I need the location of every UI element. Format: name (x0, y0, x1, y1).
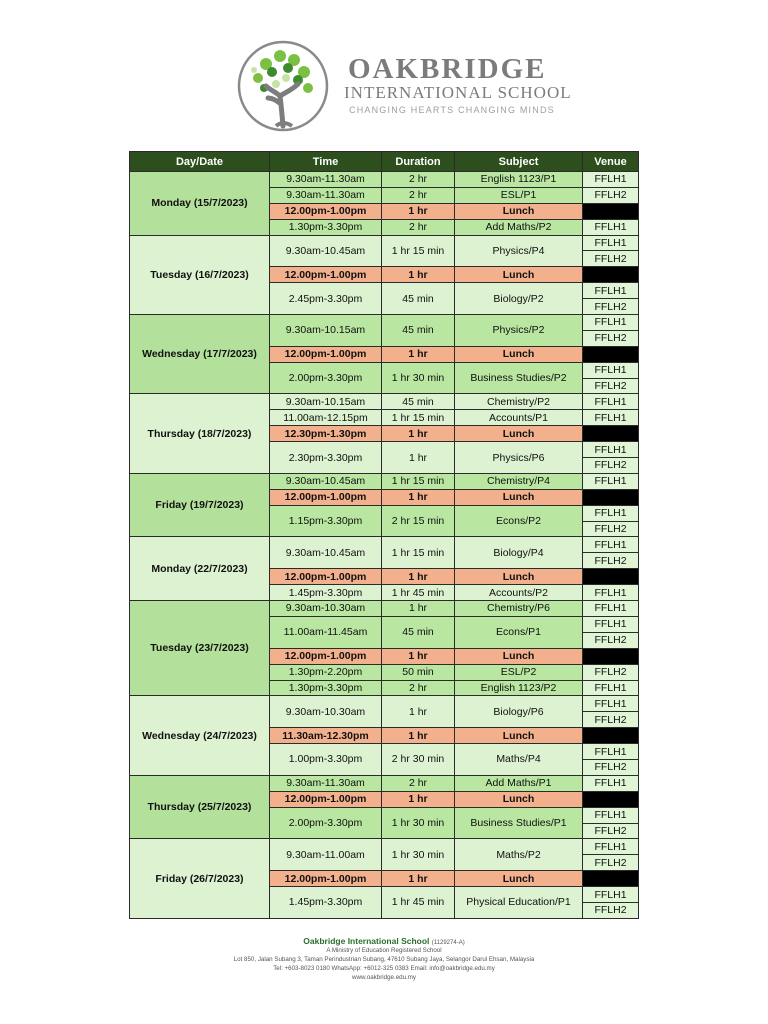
duration-cell: 1 hr (382, 791, 455, 807)
exam-timetable (129, 151, 639, 919)
venue-cell: FFLH1 (583, 394, 639, 410)
day-cell: Thursday (18/7/2023) (130, 394, 270, 473)
duration-cell: 45 min (382, 315, 455, 347)
time-cell: 1.15pm-3.30pm (270, 505, 382, 537)
subject-cell: Maths/P4 (455, 744, 583, 776)
duration-cell: 1 hr 15 min (382, 235, 455, 267)
venue-blank-cell (583, 569, 639, 585)
day-cell: Friday (26/7/2023) (130, 839, 270, 918)
school-subtitle: INTERNATIONAL SCHOOL (344, 83, 572, 102)
subject-cell: Physics/P4 (455, 235, 583, 267)
time-cell: 11.00am-12.15pm (270, 410, 382, 426)
time-cell: 1.00pm-3.30pm (270, 744, 382, 776)
subject-cell: Accounts/P1 (455, 410, 583, 426)
duration-cell: 1 hr (382, 871, 455, 887)
duration-cell: 1 hr (382, 569, 455, 585)
subject-cell: Physics/P6 (455, 442, 583, 474)
table-row (130, 839, 639, 855)
venue-cell: FFLH2 (583, 823, 639, 839)
venue-cell: FFLH1 (583, 442, 639, 458)
venue-cell: FFLH1 (583, 362, 639, 378)
day-cell: Wednesday (17/7/2023) (130, 315, 270, 394)
duration-cell: 1 hr 30 min (382, 362, 455, 394)
venue-cell: FFLH2 (583, 330, 639, 346)
venue-cell: FFLH2 (583, 759, 639, 775)
duration-cell: 2 hr (382, 172, 455, 188)
time-cell: 1.30pm-2.20pm (270, 664, 382, 680)
day-cell: Monday (15/7/2023) (130, 172, 270, 236)
time-cell: 12.00pm-1.00pm (270, 791, 382, 807)
subject-cell: Lunch (455, 791, 583, 807)
time-cell: 12.00pm-1.00pm (270, 648, 382, 664)
subject-cell: English 1123/P1 (455, 172, 583, 188)
subject-cell: Chemistry/P6 (455, 601, 583, 617)
time-cell: 12.00pm-1.00pm (270, 346, 382, 362)
time-cell: 11.30am-12.30pm (270, 728, 382, 744)
venue-cell: FFLH1 (583, 219, 639, 235)
duration-cell: 1 hr 15 min (382, 473, 455, 489)
subject-cell: Lunch (455, 648, 583, 664)
subject-cell: Lunch (455, 728, 583, 744)
table-row (130, 473, 639, 489)
subject-cell: Lunch (455, 203, 583, 219)
venue-cell: FFLH1 (583, 283, 639, 299)
duration-cell: 1 hr 30 min (382, 807, 455, 839)
duration-cell: 1 hr 45 min (382, 887, 455, 919)
time-cell: 9.30am-10.15am (270, 394, 382, 410)
duration-cell: 2 hr (382, 775, 455, 791)
subject-cell: Biology/P4 (455, 537, 583, 569)
subject-cell: Lunch (455, 569, 583, 585)
header-day-date: Day/Date (130, 152, 270, 172)
school-footer (0, 936, 768, 982)
time-cell: 1.45pm-3.30pm (270, 887, 382, 919)
header-subject: Subject (455, 152, 583, 172)
footer-reg-number: (1129274-A) (431, 940, 465, 946)
subject-cell: English 1123/P2 (455, 680, 583, 696)
venue-cell: FFLH2 (583, 458, 639, 474)
duration-cell: 45 min (382, 283, 455, 315)
duration-cell: 45 min (382, 394, 455, 410)
subject-cell: ESL/P2 (455, 664, 583, 680)
table-row (130, 172, 639, 188)
table-row (130, 235, 639, 251)
time-cell: 9.30am-10.45am (270, 235, 382, 267)
footer-contact: Tel: +603-8023 0180 WhatsApp: +6012-325 0383 Email: info@oakbridge.edu.my (273, 965, 495, 972)
venue-cell: FFLH1 (583, 537, 639, 553)
table-row (130, 537, 639, 553)
duration-cell: 1 hr 15 min (382, 537, 455, 569)
venue-cell: FFLH1 (583, 315, 639, 331)
duration-cell: 1 hr (382, 267, 455, 283)
duration-cell: 1 hr (382, 728, 455, 744)
venue-cell: FFLH1 (583, 680, 639, 696)
subject-cell: Biology/P6 (455, 696, 583, 728)
venue-cell: FFLH2 (583, 187, 639, 203)
venue-cell: FFLH2 (583, 553, 639, 569)
venue-cell: FFLH1 (583, 410, 639, 426)
subject-cell: Physics/P2 (455, 315, 583, 347)
time-cell: 11.00am-11.45am (270, 616, 382, 648)
time-cell: 12.00pm-1.00pm (270, 871, 382, 887)
subject-cell: Accounts/P2 (455, 585, 583, 601)
venue-cell: FFLH1 (583, 172, 639, 188)
time-cell: 9.30am-11.30am (270, 172, 382, 188)
footer-line: A Ministry of Education Registered School (326, 947, 442, 954)
time-cell: 1.30pm-3.30pm (270, 680, 382, 696)
duration-cell: 1 hr 15 min (382, 410, 455, 426)
time-cell: 12.00pm-1.00pm (270, 569, 382, 585)
venue-cell: FFLH2 (583, 902, 639, 918)
venue-cell: FFLH2 (583, 664, 639, 680)
time-cell: 9.30am-10.15am (270, 315, 382, 347)
time-cell: 1.30pm-3.30pm (270, 219, 382, 235)
venue-blank-cell (583, 346, 639, 362)
subject-cell: Lunch (455, 489, 583, 505)
time-cell: 12.00pm-1.00pm (270, 267, 382, 283)
venue-cell: FFLH2 (583, 378, 639, 394)
time-cell: 1.45pm-3.30pm (270, 585, 382, 601)
venue-blank-cell (583, 871, 639, 887)
venue-blank-cell (583, 203, 639, 219)
subject-cell: Lunch (455, 346, 583, 362)
venue-cell: FFLH1 (583, 601, 639, 617)
school-name: OAKBRIDGE (348, 53, 547, 85)
time-cell: 9.30am-10.30am (270, 696, 382, 728)
subject-cell: Maths/P2 (455, 839, 583, 871)
time-cell: 12.00pm-1.00pm (270, 203, 382, 219)
duration-cell: 1 hr (382, 426, 455, 442)
venue-cell: FFLH2 (583, 712, 639, 728)
footer-address: Lot 850, Jalan Subang 3, Taman Perindustrian Subang, 47610 Subang Jaya, Selangor Darul Ehsan, Malaysia (233, 956, 535, 963)
time-cell: 2.45pm-3.30pm (270, 283, 382, 315)
day-cell: Wednesday (24/7/2023) (130, 696, 270, 775)
subject-cell: Lunch (455, 871, 583, 887)
venue-cell: FFLH1 (583, 696, 639, 712)
duration-cell: 1 hr (382, 346, 455, 362)
tree-logo-icon (236, 40, 330, 132)
duration-cell: 2 hr (382, 680, 455, 696)
venue-cell: FFLH1 (583, 839, 639, 855)
time-cell: 9.30am-11.30am (270, 187, 382, 203)
venue-blank-cell (583, 426, 639, 442)
duration-cell: 1 hr 45 min (382, 585, 455, 601)
subject-cell: Lunch (455, 267, 583, 283)
table-row (130, 315, 639, 331)
school-logo (236, 40, 572, 132)
duration-cell: 1 hr (382, 601, 455, 617)
table-row (130, 775, 639, 791)
venue-cell: FFLH1 (583, 235, 639, 251)
subject-cell: Add Maths/P1 (455, 775, 583, 791)
school-tagline: CHANGING HEARTS CHANGING MINDS (349, 105, 555, 115)
time-cell: 9.30am-10.30am (270, 601, 382, 617)
venue-cell: FFLH1 (583, 505, 639, 521)
subject-cell: Add Maths/P2 (455, 219, 583, 235)
duration-cell: 1 hr (382, 203, 455, 219)
venue-cell: FFLH1 (583, 616, 639, 632)
duration-cell: 2 hr 30 min (382, 744, 455, 776)
time-cell: 2.00pm-3.30pm (270, 362, 382, 394)
venue-cell: FFLH2 (583, 855, 639, 871)
table-row (130, 601, 639, 617)
day-cell: Tuesday (23/7/2023) (130, 601, 270, 696)
subject-cell: Econs/P2 (455, 505, 583, 537)
duration-cell: 45 min (382, 616, 455, 648)
time-cell: 9.30am-10.45am (270, 537, 382, 569)
venue-cell: FFLH2 (583, 251, 639, 267)
duration-cell: 2 hr (382, 187, 455, 203)
venue-blank-cell (583, 648, 639, 664)
venue-blank-cell (583, 728, 639, 744)
time-cell: 2.00pm-3.30pm (270, 807, 382, 839)
table-row (130, 394, 639, 410)
venue-blank-cell (583, 489, 639, 505)
subject-cell: Lunch (455, 426, 583, 442)
table-row (130, 696, 639, 712)
venue-cell: FFLH1 (583, 887, 639, 903)
venue-cell: FFLH1 (583, 775, 639, 791)
venue-cell: FFLH2 (583, 632, 639, 648)
venue-blank-cell (583, 267, 639, 283)
footer-website: www.oakbridge.edu.my (352, 974, 416, 981)
duration-cell: 1 hr 30 min (382, 839, 455, 871)
time-cell: 2.30pm-3.30pm (270, 442, 382, 474)
table-header-row (130, 152, 639, 172)
header-time: Time (270, 152, 382, 172)
time-cell: 12.00pm-1.00pm (270, 489, 382, 505)
day-cell: Tuesday (16/7/2023) (130, 235, 270, 314)
day-cell: Friday (19/7/2023) (130, 473, 270, 537)
duration-cell: 1 hr (382, 489, 455, 505)
venue-blank-cell (583, 791, 639, 807)
subject-cell: Chemistry/P2 (455, 394, 583, 410)
time-cell: 9.30am-10.45am (270, 473, 382, 489)
venue-cell: FFLH1 (583, 473, 639, 489)
duration-cell: 1 hr (382, 648, 455, 664)
day-cell: Thursday (25/7/2023) (130, 775, 270, 839)
header-venue: Venue (583, 152, 639, 172)
day-cell: Monday (22/7/2023) (130, 537, 270, 601)
subject-cell: Business Studies/P1 (455, 807, 583, 839)
header-duration: Duration (382, 152, 455, 172)
venue-cell: FFLH1 (583, 585, 639, 601)
subject-cell: Business Studies/P2 (455, 362, 583, 394)
venue-cell: FFLH2 (583, 521, 639, 537)
duration-cell: 2 hr (382, 219, 455, 235)
subject-cell: ESL/P1 (455, 187, 583, 203)
subject-cell: Biology/P2 (455, 283, 583, 315)
footer-name-text: Oakbridge International School (303, 936, 430, 946)
duration-cell: 2 hr 15 min (382, 505, 455, 537)
time-cell: 9.30am-11.30am (270, 775, 382, 791)
time-cell: 9.30am-11.00am (270, 839, 382, 871)
time-cell: 12.30pm-1.30pm (270, 426, 382, 442)
venue-cell: FFLH1 (583, 744, 639, 760)
footer-school-name (0, 936, 768, 946)
venue-cell: FFLH2 (583, 299, 639, 315)
subject-cell: Econs/P1 (455, 616, 583, 648)
venue-cell: FFLH1 (583, 807, 639, 823)
subject-cell: Physical Education/P1 (455, 887, 583, 919)
duration-cell: 1 hr (382, 442, 455, 474)
duration-cell: 50 min (382, 664, 455, 680)
duration-cell: 1 hr (382, 696, 455, 728)
subject-cell: Chemistry/P4 (455, 473, 583, 489)
